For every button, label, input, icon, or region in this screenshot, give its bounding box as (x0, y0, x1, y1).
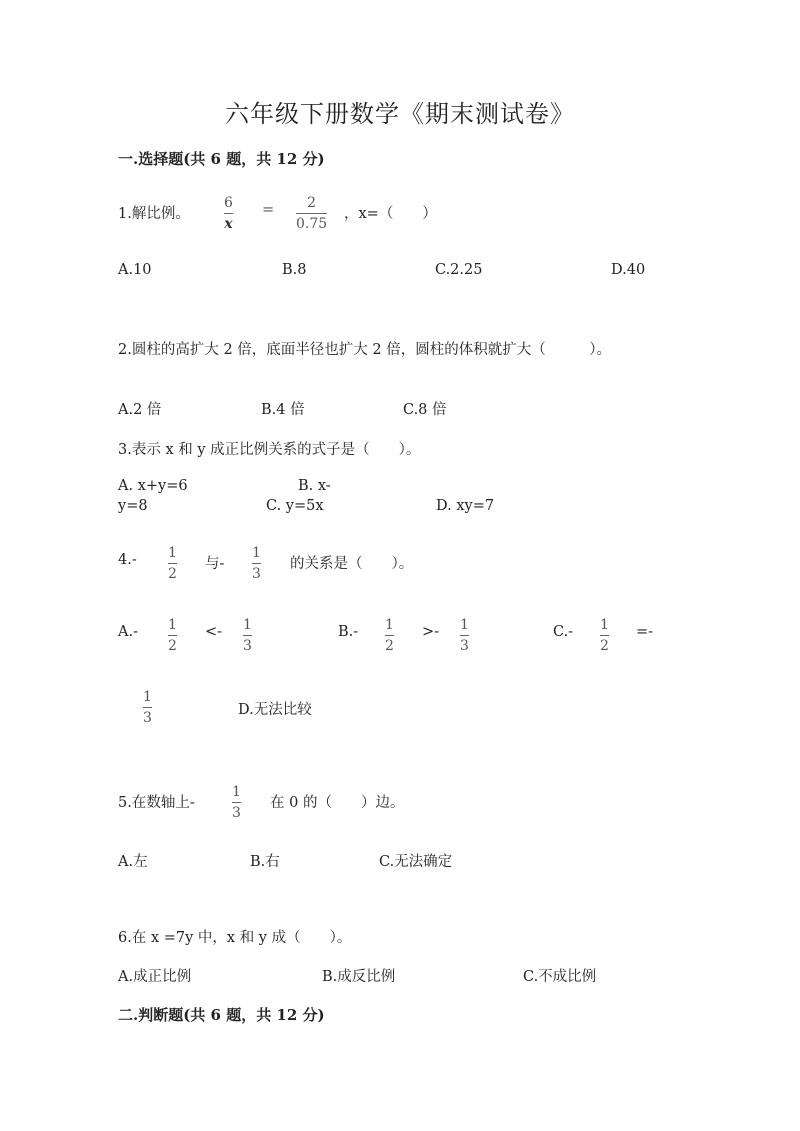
fraction-bar (143, 707, 152, 708)
numerator: 1 (143, 689, 152, 705)
page-title: 六年级下册数学《期末测试卷》 (225, 100, 575, 128)
q4-option-b-third (460, 616, 469, 655)
q4-option-c-half (600, 616, 609, 655)
denominator: 2 (168, 638, 177, 654)
numerator: 1 (385, 617, 394, 633)
q4-option-a-half (168, 616, 177, 655)
q2-text: 2.圆柱的高扩大 2 倍，底面半径也扩大 2 倍，圆柱的体积就扩大（ ）。 (118, 342, 611, 358)
q4-mid: 与- (205, 556, 225, 572)
q3-option-c[interactable]: C. y=5x (266, 498, 324, 514)
q3-option-b-continued: y=8 (118, 498, 148, 514)
q1-prefix: 1.解比例。 (118, 206, 190, 222)
q6-option-a[interactable]: A.成正比例 (118, 969, 192, 985)
fraction-bar (168, 563, 177, 564)
fraction-bar (252, 563, 261, 564)
fraction-bar (385, 635, 394, 636)
q4-fraction-half (168, 544, 177, 583)
q3-option-a[interactable]: A. x+y=6 (118, 478, 188, 494)
q2-option-a[interactable]: A.2 倍 (118, 402, 162, 418)
q1-option-d[interactable]: D.40 (611, 262, 646, 278)
numerator: 1 (243, 617, 252, 633)
q4-option-d[interactable]: D.无法比较 (238, 702, 312, 718)
section-heading-choice: 一.选择题(共 6 题，共 12 分) (118, 150, 325, 168)
q4-option-b-op: >- (422, 624, 440, 640)
q4-option-c-label[interactable]: C.- (553, 624, 574, 640)
fraction-bar (296, 213, 327, 214)
denominator: 2 (600, 638, 609, 654)
denominator: 2 (168, 566, 177, 582)
denominator: x (224, 216, 233, 232)
fraction-bar (600, 635, 609, 636)
q6-option-c[interactable]: C.不成比例 (523, 969, 597, 985)
q6-option-b[interactable]: B.成反比例 (322, 969, 396, 985)
numerator: 1 (168, 545, 177, 561)
fraction-bar (243, 635, 252, 636)
denominator: 3 (243, 638, 252, 654)
q5-fraction-third (232, 783, 241, 822)
q4-option-a-op: <- (205, 624, 223, 640)
q4-option-a-third (243, 616, 252, 655)
numerator: 1 (460, 617, 469, 633)
q4-option-a-label[interactable]: A.- (118, 624, 138, 640)
q3-text: 3.表示 x 和 y 成正比例关系的式子是（ ）。 (118, 442, 421, 458)
denominator: 0.75 (296, 216, 328, 232)
q5-option-b[interactable]: B.右 (250, 854, 280, 870)
numerator: 1 (168, 617, 177, 633)
fraction-bar (168, 635, 177, 636)
q1-fraction-right (296, 194, 327, 233)
q5-option-a[interactable]: A.左 (118, 854, 148, 870)
numerator: 1 (600, 617, 609, 633)
fraction-bar (224, 213, 233, 214)
q5-suffix: 在 0 的（ ）边。 (270, 795, 405, 811)
q4-prefix: 4.- (118, 552, 137, 568)
q3-option-b[interactable]: B. x- (298, 478, 331, 494)
q4-option-b-label[interactable]: B.- (338, 624, 359, 640)
numerator: 1 (252, 545, 261, 561)
q1-option-c[interactable]: C.2.25 (435, 262, 483, 278)
q5-option-c[interactable]: C.无法确定 (379, 854, 453, 870)
q4-option-c-third (143, 688, 152, 727)
q3-option-d[interactable]: D. xy=7 (436, 498, 495, 514)
q6-text: 6.在 x =7y 中，x 和 y 成（ ）。 (118, 930, 352, 946)
q1-fraction-left (224, 194, 233, 233)
numerator: 6 (224, 195, 233, 211)
q2-option-b[interactable]: B.4 倍 (261, 402, 305, 418)
denominator: 3 (143, 710, 152, 726)
q4-fraction-third (252, 544, 261, 583)
numerator: 1 (232, 784, 241, 800)
q1-option-b[interactable]: B.8 (282, 262, 307, 278)
q4-option-c-op: =- (636, 624, 654, 640)
q1-suffix: ，x=（ ） (344, 206, 437, 222)
section-heading-judgment: 二.判断题(共 6 题，共 12 分) (118, 1006, 325, 1024)
denominator: 3 (232, 805, 241, 821)
denominator: 3 (460, 638, 469, 654)
denominator: 3 (252, 566, 261, 582)
q4-suffix: 的关系是（ ）。 (290, 556, 414, 572)
q5-prefix: 5.在数轴上- (118, 795, 195, 811)
q1-equals: = (262, 202, 275, 218)
q2-option-c[interactable]: C.8 倍 (403, 402, 447, 418)
fraction-bar (460, 635, 469, 636)
fraction-bar (232, 802, 241, 803)
denominator: 2 (385, 638, 394, 654)
q4-option-b-half (385, 616, 394, 655)
numerator: 2 (307, 195, 317, 211)
q1-option-a[interactable]: A.10 (118, 262, 152, 278)
